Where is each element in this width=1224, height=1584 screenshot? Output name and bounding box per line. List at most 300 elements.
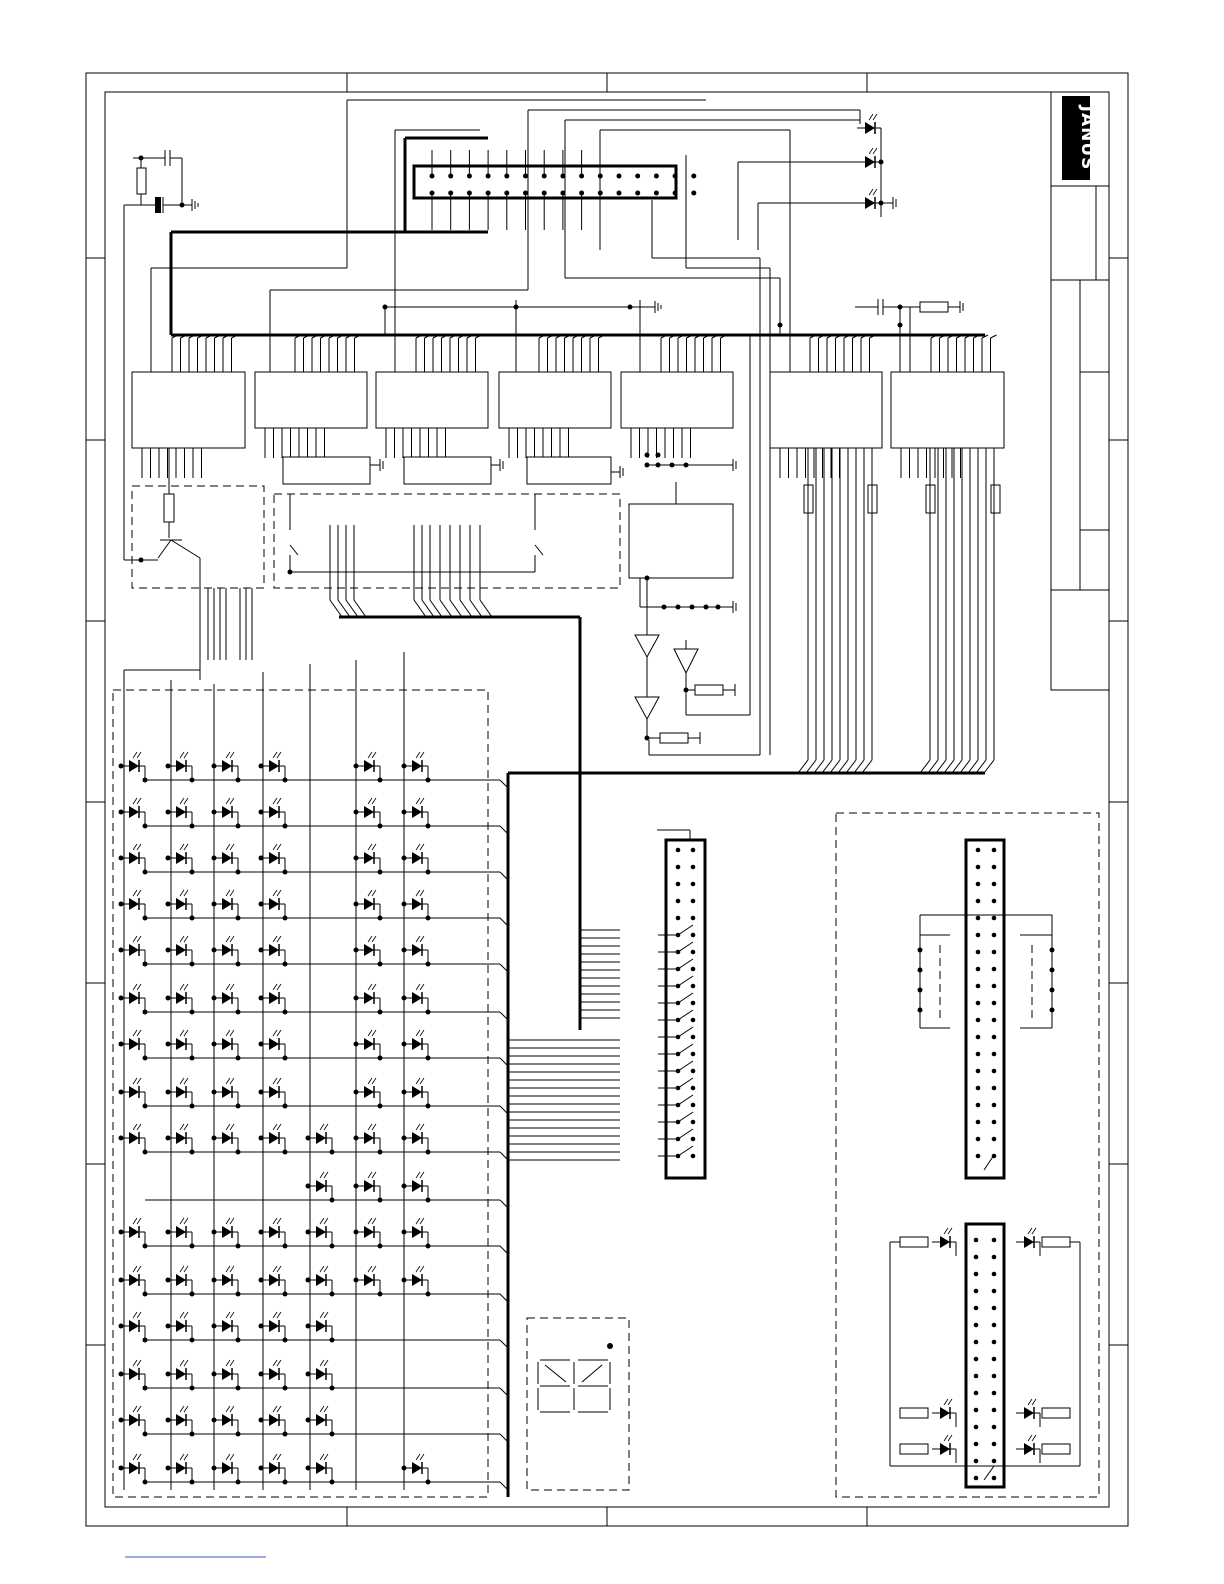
junction-dot <box>190 1010 195 1015</box>
junction-dot <box>378 1292 383 1297</box>
junction-dot <box>259 996 264 1001</box>
matrix-led <box>168 936 192 964</box>
matrix-led <box>121 1454 145 1482</box>
junction-dot <box>426 1480 431 1485</box>
junction-dot <box>354 856 359 861</box>
connector-pin <box>676 899 681 904</box>
junction-dot <box>212 948 217 953</box>
matrix-led <box>261 1406 285 1434</box>
switches <box>288 494 544 575</box>
junction-dot <box>212 810 217 815</box>
connector-pin <box>976 1018 981 1023</box>
down-wire <box>920 760 930 773</box>
matrix-led <box>261 890 285 918</box>
junction-dot <box>354 764 359 769</box>
junction-dot <box>119 902 124 907</box>
connector-pin <box>974 1374 979 1379</box>
matrix-led <box>261 844 285 872</box>
junction-dot <box>143 1338 148 1343</box>
connector-pin <box>691 1035 696 1040</box>
connector-pin <box>976 916 981 921</box>
junction-dot <box>426 1056 431 1061</box>
junction-dot <box>236 962 241 967</box>
matrix-led <box>214 1312 238 1340</box>
junction-dot <box>306 1418 311 1423</box>
junction-dot <box>212 1090 217 1095</box>
connector-pin <box>974 1408 979 1413</box>
junction-dot <box>283 1244 288 1249</box>
junction-dot <box>166 856 171 861</box>
down-wire <box>960 760 970 773</box>
junction-dot <box>426 1292 431 1297</box>
junction-dot <box>119 1136 124 1141</box>
matrix-led <box>356 1078 380 1106</box>
junction-dot <box>378 962 383 967</box>
junction-dot <box>190 870 195 875</box>
matrix-led <box>404 1030 428 1058</box>
connector-pin <box>974 1391 979 1396</box>
junction-dot <box>212 1324 217 1329</box>
junction-dot <box>236 1480 241 1485</box>
junction-dot <box>190 1432 195 1437</box>
matrix-led <box>356 1124 380 1152</box>
junction-dot <box>378 1056 383 1061</box>
junction-dot <box>143 1056 148 1061</box>
junction-dot <box>402 902 407 907</box>
junction-dot <box>119 1372 124 1377</box>
matrix-led <box>308 1266 332 1294</box>
connector-pin <box>691 848 696 853</box>
connector-pin <box>691 950 696 955</box>
junction-dot <box>119 1418 124 1423</box>
junction-dot <box>166 1466 171 1471</box>
matrix-led <box>261 984 285 1012</box>
header-pin <box>673 191 678 196</box>
header-pin <box>654 191 659 196</box>
junction-dot <box>119 1278 124 1283</box>
down-wire <box>984 760 994 773</box>
matrix-led <box>214 936 238 964</box>
down-wire <box>952 760 962 773</box>
matrix-led <box>356 752 380 780</box>
junction-dot <box>354 1184 359 1189</box>
junction-dot <box>143 1386 148 1391</box>
connector-pin <box>974 1306 979 1311</box>
junction-dot <box>190 1338 195 1343</box>
row-wire <box>480 600 492 617</box>
matrix-led <box>308 1454 332 1482</box>
matrix-led <box>404 798 428 826</box>
junction-dot <box>330 1244 335 1249</box>
junction-dot <box>236 778 241 783</box>
matrix-led <box>404 1078 428 1106</box>
junction-dot <box>354 902 359 907</box>
connector-pin <box>691 1018 696 1023</box>
connector-pin <box>676 882 681 887</box>
header-pin <box>691 191 696 196</box>
down-wire <box>862 760 872 773</box>
connector-pin <box>691 899 696 904</box>
junction-dot <box>306 1230 311 1235</box>
janus-logo <box>1062 96 1097 180</box>
row-wire <box>450 600 462 617</box>
junction-dot <box>259 1466 264 1471</box>
connector-pin <box>992 1272 997 1277</box>
junction-dot <box>283 1386 288 1391</box>
junction-dot <box>402 764 407 769</box>
junction-dot <box>306 1324 311 1329</box>
matrix-led <box>308 1406 332 1434</box>
matrix-led <box>121 1312 145 1340</box>
down-wire <box>822 760 832 773</box>
connector-pin <box>992 1069 997 1074</box>
junction-dot <box>426 778 431 783</box>
junction-dot <box>402 1090 407 1095</box>
matrix-led <box>121 1218 145 1246</box>
row-wire <box>470 600 482 617</box>
junction-dot <box>190 824 195 829</box>
matrix-led <box>214 984 238 1012</box>
junction-dot <box>330 1338 335 1343</box>
junction-dot <box>259 1042 264 1047</box>
junction-dot <box>330 1386 335 1391</box>
junction-dot <box>283 824 288 829</box>
junction-dot <box>190 916 195 921</box>
connector-pin <box>974 1459 979 1464</box>
junction-dot <box>283 1010 288 1015</box>
matrix-led <box>261 1312 285 1340</box>
junction-dot <box>378 1198 383 1203</box>
matrix-led <box>168 984 192 1012</box>
junction-dot <box>426 824 431 829</box>
junction-dot <box>402 1136 407 1141</box>
connector-pin <box>974 1476 979 1481</box>
junction-dot <box>378 870 383 875</box>
connector-pin <box>691 933 696 938</box>
connector-pin <box>691 1069 696 1074</box>
connector-pin <box>974 1340 979 1345</box>
connector-pin <box>992 1018 997 1023</box>
junction-dot <box>259 1136 264 1141</box>
junction-dot <box>378 1150 383 1155</box>
junction-dot <box>283 1150 288 1155</box>
junction-dot <box>259 764 264 769</box>
header-pin <box>635 191 640 196</box>
connector-pin <box>691 1052 696 1057</box>
matrix-led <box>168 1406 192 1434</box>
junction-dot <box>236 1432 241 1437</box>
junction-dot <box>354 1230 359 1235</box>
junction-dot <box>119 810 124 815</box>
matrix-led <box>214 890 238 918</box>
title-block <box>1051 92 1109 690</box>
connector-pin <box>992 1408 997 1413</box>
connector-pin <box>976 865 981 870</box>
matrix-led <box>168 1078 192 1106</box>
matrix-led <box>404 890 428 918</box>
junction-dot <box>236 1244 241 1249</box>
junction-dot <box>236 1386 241 1391</box>
junction-dot <box>212 1230 217 1235</box>
junction-dot <box>402 856 407 861</box>
connector-pin <box>976 967 981 972</box>
connector-pin <box>974 1323 979 1328</box>
junction-dot <box>119 856 124 861</box>
junction-dot <box>378 1010 383 1015</box>
pullup-resistor <box>991 485 1000 513</box>
matrix-led <box>168 844 192 872</box>
junction-dot <box>283 1480 288 1485</box>
matrix-led <box>261 1078 285 1106</box>
junction-dot <box>402 1278 407 1283</box>
junction-dot <box>119 764 124 769</box>
matrix-led <box>404 1266 428 1294</box>
matrix-led <box>214 1078 238 1106</box>
matrix-led <box>356 1030 380 1058</box>
junction-dot <box>166 1372 171 1377</box>
connector-pin <box>992 1086 997 1091</box>
down-wire <box>944 760 954 773</box>
junction-dot <box>166 1324 171 1329</box>
junction-dot <box>378 824 383 829</box>
ic-bus-tap <box>991 335 997 338</box>
connector-pin <box>976 899 981 904</box>
connector-pin <box>691 916 696 921</box>
connector-pin <box>992 984 997 989</box>
dashed-groups <box>113 486 1099 1497</box>
matrix-led <box>214 1360 238 1388</box>
junction-dot <box>143 824 148 829</box>
connector-pin <box>976 1103 981 1108</box>
matrix-led <box>214 1454 238 1482</box>
matrix-led <box>404 984 428 1012</box>
junction-dot <box>426 1010 431 1015</box>
ic-chip <box>499 372 611 428</box>
matrix-led <box>261 1266 285 1294</box>
junction-dot <box>166 1090 171 1095</box>
junction-dot <box>212 1042 217 1047</box>
junction-dot <box>306 1466 311 1471</box>
junction-dot <box>354 948 359 953</box>
junction-dot <box>426 962 431 967</box>
matrix-led <box>214 752 238 780</box>
junction-dot <box>259 1372 264 1377</box>
matrix-led <box>404 752 428 780</box>
junction-dot <box>402 1466 407 1471</box>
junction-dot <box>166 1278 171 1283</box>
ic-chip <box>132 372 245 448</box>
power-circuit <box>124 150 198 560</box>
connector-pin <box>974 1255 979 1260</box>
junction-dot <box>259 1324 264 1329</box>
matrix-led <box>356 890 380 918</box>
junction-dot <box>354 1042 359 1047</box>
junction-dot <box>166 902 171 907</box>
matrix-led <box>168 1360 192 1388</box>
connector-pin <box>992 1323 997 1328</box>
matrix-led <box>261 1124 285 1152</box>
junction-dot <box>119 948 124 953</box>
header-pin <box>635 174 640 179</box>
junction-dot <box>119 1324 124 1329</box>
matrix-led <box>214 1030 238 1058</box>
junction-dot <box>190 1480 195 1485</box>
junction-dot <box>306 1184 311 1189</box>
matrix-led <box>404 1172 428 1200</box>
junction-dot <box>236 1010 241 1015</box>
connector-pin <box>992 1120 997 1125</box>
connector-pin <box>691 1120 696 1125</box>
status-leds-top <box>855 114 963 372</box>
connector-pin <box>676 865 681 870</box>
connector-pin <box>974 1357 979 1362</box>
down-wire <box>838 760 848 773</box>
matrix-led <box>214 844 238 872</box>
junction-dot <box>402 1230 407 1235</box>
schmitt-buffers <box>635 578 735 744</box>
connector-pin <box>976 950 981 955</box>
matrix-led <box>356 1172 380 1200</box>
connector-pin <box>691 865 696 870</box>
connector-pin <box>676 916 681 921</box>
junction-dot <box>143 778 148 783</box>
connector-pin <box>992 933 997 938</box>
matrix-led <box>214 798 238 826</box>
junction-dot <box>143 870 148 875</box>
matrix-led <box>261 1360 285 1388</box>
down-wire <box>936 760 946 773</box>
junction-dot <box>119 996 124 1001</box>
matrix-led <box>121 1360 145 1388</box>
matrix-led <box>356 844 380 872</box>
matrix-led <box>168 1218 192 1246</box>
down-wire <box>976 760 986 773</box>
junction-dot <box>143 1010 148 1015</box>
connector-pin <box>976 1035 981 1040</box>
connector-pin <box>992 1306 997 1311</box>
header-pin <box>617 174 622 179</box>
connector-pin <box>974 1289 979 1294</box>
junction-dot <box>119 1230 124 1235</box>
connector-pin <box>974 1425 979 1430</box>
matrix-led <box>168 798 192 826</box>
junction-dot <box>236 1056 241 1061</box>
junction-dot <box>426 1104 431 1109</box>
junction-dot <box>330 1432 335 1437</box>
junction-dot <box>143 1292 148 1297</box>
junction-dot <box>378 1244 383 1249</box>
ic-chip <box>891 372 1004 448</box>
bundle-lines <box>124 525 620 1490</box>
junction-dot <box>190 1386 195 1391</box>
junction-dot <box>378 916 383 921</box>
junction-dot <box>166 1230 171 1235</box>
junction-dot <box>259 902 264 907</box>
junction-dot <box>354 1136 359 1141</box>
junction-dot <box>212 1466 217 1471</box>
junction-dot <box>143 1480 148 1485</box>
connector-pin <box>974 1272 979 1277</box>
connector-pin <box>976 1052 981 1057</box>
junction-dot <box>236 1292 241 1297</box>
junction-dot <box>402 1184 407 1189</box>
connector-pin <box>992 1391 997 1396</box>
matrix-led <box>168 1030 192 1058</box>
matrix-led <box>261 1030 285 1058</box>
junction-dot <box>166 1418 171 1423</box>
matrix-led <box>168 1124 192 1152</box>
junction-dot <box>402 1042 407 1047</box>
junction-dot <box>330 1198 335 1203</box>
junction-dot <box>426 1198 431 1203</box>
junction-dot <box>354 1090 359 1095</box>
connector-pin <box>992 967 997 972</box>
matrix-led <box>121 844 145 872</box>
junction-dot <box>402 996 407 1001</box>
junction-dot <box>143 1150 148 1155</box>
matrix-led <box>356 936 380 964</box>
junction-dot <box>354 996 359 1001</box>
matrix-led <box>261 1218 285 1246</box>
matrix-led <box>261 1454 285 1482</box>
junction-dot <box>330 1480 335 1485</box>
logo-text: JANUS <box>1077 105 1097 171</box>
down-wire <box>806 760 816 773</box>
junction-dot <box>426 1150 431 1155</box>
connector-pin <box>992 916 997 921</box>
connector-pin <box>976 882 981 887</box>
matrix-led <box>121 1266 145 1294</box>
connector-pin <box>992 1052 997 1057</box>
junction-dot <box>166 1042 171 1047</box>
matrix-led <box>356 798 380 826</box>
matrix-led <box>356 1218 380 1246</box>
header-pin <box>654 174 659 179</box>
junction-dot <box>259 856 264 861</box>
matrix-led <box>214 1124 238 1152</box>
junction-dot <box>190 778 195 783</box>
junction-dot <box>259 948 264 953</box>
row-wire <box>460 600 472 617</box>
down-wire <box>814 760 824 773</box>
connector-pin <box>974 1442 979 1447</box>
down-wire <box>968 760 978 773</box>
junction-dot <box>119 1090 124 1095</box>
header-pin <box>673 174 678 179</box>
junction-dot <box>236 1338 241 1343</box>
junction-dot <box>166 948 171 953</box>
matrix-led <box>168 1454 192 1482</box>
junction-dot <box>283 870 288 875</box>
matrix-led <box>214 1218 238 1246</box>
matrix-led <box>214 1406 238 1434</box>
junction-dot <box>190 1150 195 1155</box>
matrix-led <box>168 752 192 780</box>
connector-pin <box>691 1086 696 1091</box>
junction-dot <box>236 1150 241 1155</box>
junction-dot <box>212 902 217 907</box>
junction-dot <box>283 916 288 921</box>
connector-pin <box>992 1035 997 1040</box>
junction-dot <box>166 764 171 769</box>
junction-dot <box>236 916 241 921</box>
matrix-led <box>121 984 145 1012</box>
junction-dot <box>354 1278 359 1283</box>
junction-dot <box>283 1432 288 1437</box>
matrix-led <box>121 936 145 964</box>
ic-chip <box>255 372 367 428</box>
connector-pin <box>992 1425 997 1430</box>
